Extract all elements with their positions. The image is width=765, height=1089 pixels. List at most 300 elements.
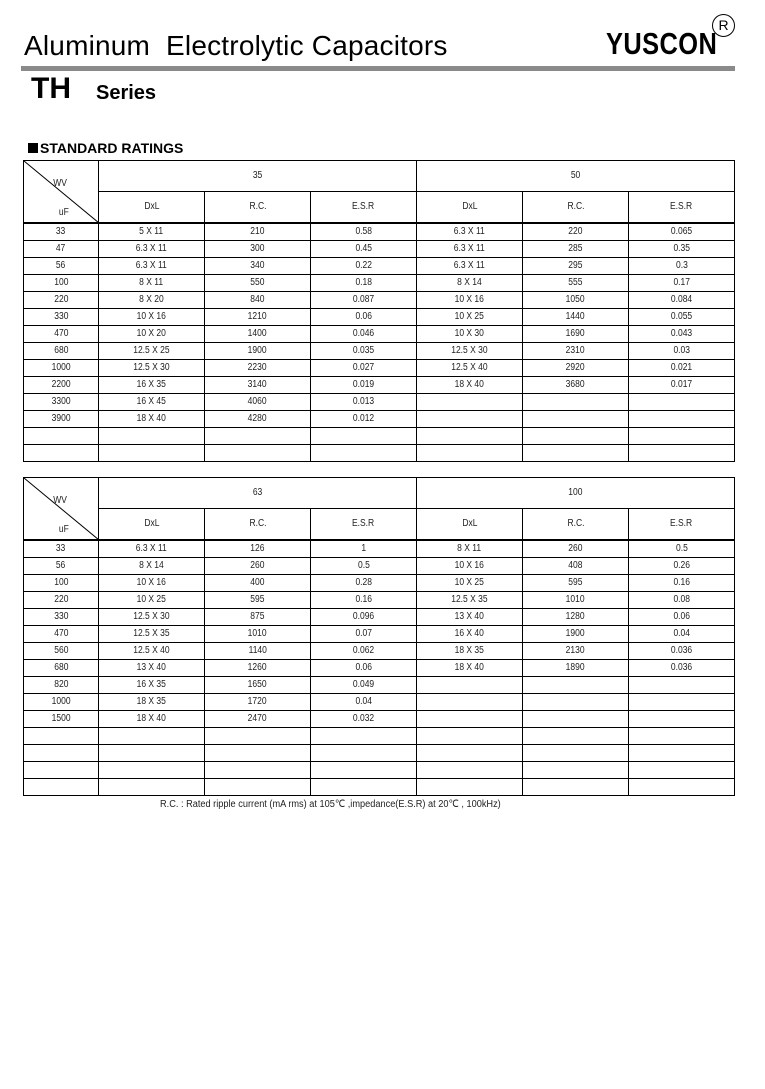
- table-cell: [99, 540, 205, 558]
- cell-value: 16 X 40: [454, 628, 485, 639]
- cell-value: 0.065: [670, 226, 693, 237]
- cell-value: 1400: [248, 328, 267, 339]
- cell-value: 0.043: [670, 328, 693, 339]
- cell-value: 0.032: [352, 713, 375, 724]
- cell-value: 126: [250, 543, 265, 554]
- table-cell: [99, 411, 205, 428]
- table-cell: [99, 592, 205, 609]
- column-header-label: DxL: [143, 518, 160, 529]
- cell-value: 16 X 35: [136, 679, 167, 690]
- table-cell: [311, 411, 417, 428]
- capacitance-cell: [24, 575, 99, 592]
- table-cell: [417, 360, 523, 377]
- table-cell: [629, 258, 735, 275]
- capacitance-cell: [24, 643, 99, 660]
- table-cell: [311, 575, 417, 592]
- table-cell: [99, 694, 205, 711]
- table-cell: [523, 575, 629, 592]
- column-header-cell: [417, 192, 523, 224]
- table-cell: [311, 609, 417, 626]
- cell-value: 0.22: [355, 260, 372, 271]
- table-cell: [523, 558, 629, 575]
- cell-value: 47: [56, 243, 66, 254]
- column-header-cell: [99, 192, 205, 224]
- cell-value: 0.087: [352, 294, 375, 305]
- table-cell: [417, 660, 523, 677]
- column-header-label: R.C.: [249, 201, 266, 212]
- cell-value: 820: [53, 679, 69, 690]
- column-header-cell: [629, 509, 735, 541]
- cell-value: 1010: [566, 594, 585, 605]
- table-cell: [205, 711, 311, 728]
- cell-value: 2470: [248, 713, 267, 724]
- table-cell: [311, 592, 417, 609]
- table-cell: [311, 643, 417, 660]
- table-cell: [417, 711, 523, 728]
- cell-value: 840: [250, 294, 265, 305]
- table-cell: [523, 762, 629, 779]
- table-cell: [523, 428, 629, 445]
- cell-value: 1280: [566, 611, 585, 622]
- table-cell: [523, 677, 629, 694]
- table-row: [24, 360, 735, 377]
- voltage-header-cell: [417, 478, 735, 509]
- table-cell: [417, 428, 523, 445]
- table-cell: [99, 394, 205, 411]
- table-cell: [205, 309, 311, 326]
- ratings-table-2: [23, 477, 735, 796]
- column-header-cell: [311, 192, 417, 224]
- column-header-label: R.C.: [249, 518, 266, 529]
- cell-value: 3140: [248, 379, 267, 390]
- table-cell: [629, 445, 735, 462]
- table-cell: [99, 292, 205, 309]
- cell-value: 10 X 16: [136, 311, 167, 322]
- table-cell: [99, 326, 205, 343]
- cell-value: 18 X 35: [136, 696, 167, 707]
- cell-value: 3300: [51, 396, 71, 407]
- table-cell: [523, 779, 629, 796]
- table-cell: [205, 626, 311, 643]
- cell-value: 5 X 11: [139, 226, 164, 237]
- cell-value: 2230: [248, 362, 267, 373]
- cell-value: 18 X 40: [454, 662, 485, 673]
- cell-value: 16 X 45: [136, 396, 167, 407]
- table-cell: [311, 223, 417, 241]
- cell-value: 8 X 14: [139, 560, 164, 571]
- cell-value: 12.5 X 25: [133, 345, 170, 356]
- table-row: [24, 540, 735, 558]
- table-cell: [417, 745, 523, 762]
- capacitance-cell: [24, 728, 99, 745]
- table-cell: [523, 626, 629, 643]
- capacitance-cell: [24, 292, 99, 309]
- table-cell: [205, 745, 311, 762]
- cell-value: 2130: [566, 645, 585, 656]
- square-bullet-icon: [28, 143, 38, 153]
- table-cell: [311, 377, 417, 394]
- table-row: [24, 343, 735, 360]
- cell-value: 1690: [566, 328, 585, 339]
- cell-value: 1260: [248, 662, 267, 673]
- cell-value: 1010: [248, 628, 267, 639]
- cell-value: 220: [568, 226, 583, 237]
- cell-value: 4280: [248, 413, 267, 424]
- table-cell: [629, 394, 735, 411]
- table-cell: [311, 343, 417, 360]
- table-cell: [417, 575, 523, 592]
- table-row: [24, 326, 735, 343]
- table-cell: [523, 258, 629, 275]
- table-cell: [417, 275, 523, 292]
- capacitance-cell: [24, 377, 99, 394]
- table-cell: [205, 241, 311, 258]
- cell-value: 12.5 X 30: [451, 345, 488, 356]
- column-header-label: E.S.R: [352, 201, 375, 212]
- cell-value: 0.28: [355, 577, 372, 588]
- cell-value: 8 X 14: [457, 277, 482, 288]
- cell-value: 10 X 25: [454, 311, 485, 322]
- series-code: TH: [31, 72, 71, 105]
- column-header-label: R.C.: [567, 201, 584, 212]
- table-cell: [523, 660, 629, 677]
- brand-logo: YUSCON: [606, 26, 718, 61]
- table-cell: [629, 377, 735, 394]
- table-cell: [523, 592, 629, 609]
- voltage-header-cell: [417, 161, 735, 192]
- table-cell: [205, 360, 311, 377]
- table-cell: [99, 711, 205, 728]
- table-cell: [99, 626, 205, 643]
- table-cell: [417, 292, 523, 309]
- table-cell: [99, 309, 205, 326]
- capacitance-cell: [24, 558, 99, 575]
- cell-value: 0.17: [673, 277, 690, 288]
- uf-label: uF: [58, 524, 69, 535]
- cell-value: 6.3 X 11: [453, 260, 486, 271]
- table-cell: [629, 241, 735, 258]
- cell-value: 560: [53, 645, 69, 656]
- column-header-cell: [205, 509, 311, 541]
- table-row: [24, 558, 735, 575]
- cell-value: 330: [53, 311, 69, 322]
- cell-value: 0.04: [355, 696, 372, 707]
- registered-trademark-icon: R: [712, 14, 735, 37]
- table-cell: [99, 575, 205, 592]
- column-header-label: DxL: [143, 201, 160, 212]
- table-cell: [99, 609, 205, 626]
- cell-value: 0.035: [352, 345, 375, 356]
- table-row: [24, 377, 735, 394]
- table-cell: [629, 626, 735, 643]
- cell-value: 0.5: [357, 560, 370, 571]
- capacitance-cell: [24, 411, 99, 428]
- voltage-value: 100: [568, 487, 583, 498]
- column-header-cell: [629, 192, 735, 224]
- cell-value: 0.027: [352, 362, 375, 373]
- cell-value: 10 X 16: [136, 577, 167, 588]
- cell-value: 0.18: [355, 277, 372, 288]
- cell-value: 0.06: [355, 662, 372, 673]
- cell-value: 3900: [51, 413, 71, 424]
- section-heading: [28, 140, 183, 156]
- table-cell: [523, 728, 629, 745]
- cell-value: 295: [568, 260, 583, 271]
- table-cell: [523, 609, 629, 626]
- table-cell: [629, 609, 735, 626]
- table-cell: [417, 309, 523, 326]
- cell-value: 10 X 25: [454, 577, 485, 588]
- cell-value: 470: [53, 628, 69, 639]
- cell-value: 0.036: [670, 662, 693, 673]
- capacitance-cell: [24, 360, 99, 377]
- table-cell: [205, 292, 311, 309]
- cell-value: 4060: [248, 396, 267, 407]
- table-cell: [99, 377, 205, 394]
- table-cell: [417, 241, 523, 258]
- cell-value: 18 X 35: [454, 645, 485, 656]
- table-cell: [205, 694, 311, 711]
- table-cell: [205, 779, 311, 796]
- table-cell: [99, 643, 205, 660]
- table-cell: [629, 592, 735, 609]
- capacitance-cell: [24, 626, 99, 643]
- column-header-cell: [523, 509, 629, 541]
- table-cell: [417, 592, 523, 609]
- table-row: [24, 643, 735, 660]
- table-cell: [523, 377, 629, 394]
- cell-value: 875: [250, 611, 265, 622]
- cell-value: 0.16: [673, 577, 690, 588]
- table-cell: [417, 643, 523, 660]
- table-cell: [417, 694, 523, 711]
- cell-value: 400: [250, 577, 265, 588]
- cell-value: 0.019: [352, 379, 375, 390]
- table-row: [24, 258, 735, 275]
- table-cell: [523, 445, 629, 462]
- capacitance-cell: [24, 428, 99, 445]
- table-cell: [523, 411, 629, 428]
- ratings-table-1: [23, 160, 735, 462]
- cell-value: 0.04: [673, 628, 690, 639]
- table-cell: [523, 694, 629, 711]
- table-cell: [205, 343, 311, 360]
- table-cell: [205, 326, 311, 343]
- column-header-label: DxL: [461, 518, 478, 529]
- table-cell: [523, 326, 629, 343]
- cell-value: 12.5 X 40: [133, 645, 170, 656]
- cell-value: 1440: [566, 311, 585, 322]
- cell-value: 0.046: [352, 328, 375, 339]
- cell-value: 12.5 X 35: [133, 628, 170, 639]
- capacitance-cell: [24, 694, 99, 711]
- wv-label: WV: [53, 495, 67, 506]
- cell-value: 2920: [566, 362, 585, 373]
- table-cell: [629, 540, 735, 558]
- cell-value: 408: [568, 560, 583, 571]
- table-cell: [99, 779, 205, 796]
- table-cell: [311, 241, 417, 258]
- cell-value: 285: [568, 243, 583, 254]
- table-cell: [205, 258, 311, 275]
- cell-value: 1500: [51, 713, 71, 724]
- table-cell: [417, 258, 523, 275]
- cell-value: 260: [250, 560, 265, 571]
- table-cell: [311, 292, 417, 309]
- cell-value: 3680: [566, 379, 585, 390]
- cell-value: 0.07: [355, 628, 372, 639]
- cell-value: 6.3 X 11: [135, 243, 168, 254]
- column-header-label: E.S.R: [670, 201, 693, 212]
- cell-value: 0.096: [352, 611, 375, 622]
- table-cell: [629, 643, 735, 660]
- table-row: [24, 745, 735, 762]
- cell-value: 0.16: [355, 594, 372, 605]
- table-row: [24, 728, 735, 745]
- capacitance-cell: [24, 745, 99, 762]
- wv-uf-corner-cell: [24, 478, 99, 541]
- table-row: [24, 626, 735, 643]
- table-cell: [99, 258, 205, 275]
- table-cell: [99, 558, 205, 575]
- cell-value: 0.013: [352, 396, 375, 407]
- capacitance-cell: [24, 394, 99, 411]
- table-cell: [205, 377, 311, 394]
- table-cell: [417, 377, 523, 394]
- cell-value: 2200: [51, 379, 71, 390]
- capacitance-cell: [24, 445, 99, 462]
- table-cell: [205, 660, 311, 677]
- cell-value: 0.03: [673, 345, 690, 356]
- table-cell: [629, 762, 735, 779]
- table-cell: [311, 309, 417, 326]
- series-label: Series: [96, 82, 157, 104]
- table-cell: [99, 223, 205, 241]
- table-row: [24, 660, 735, 677]
- table-cell: [629, 711, 735, 728]
- cell-value: 0.3: [675, 260, 688, 271]
- table-cell: [629, 779, 735, 796]
- cell-value: 0.084: [670, 294, 693, 305]
- cell-value: 6.3 X 11: [453, 243, 486, 254]
- table-cell: [311, 326, 417, 343]
- table-cell: [523, 343, 629, 360]
- table-cell: [311, 626, 417, 643]
- table-cell: [523, 309, 629, 326]
- capacitance-cell: [24, 309, 99, 326]
- cell-value: 555: [568, 277, 583, 288]
- cell-value: 0.35: [673, 243, 690, 254]
- table-cell: [311, 779, 417, 796]
- cell-value: 8 X 11: [139, 277, 164, 288]
- table-cell: [417, 558, 523, 575]
- wv-label: WV: [53, 178, 67, 189]
- cell-value: 330: [53, 611, 69, 622]
- capacitance-cell: [24, 711, 99, 728]
- table-cell: [523, 292, 629, 309]
- cell-value: 100: [53, 577, 69, 588]
- table-cell: [205, 445, 311, 462]
- table-cell: [205, 592, 311, 609]
- cell-value: 0.58: [355, 226, 372, 237]
- cell-value: 18 X 40: [136, 713, 167, 724]
- table-cell: [311, 275, 417, 292]
- column-header-cell: [523, 192, 629, 224]
- table-row: [24, 428, 735, 445]
- table-cell: [417, 445, 523, 462]
- capacitance-cell: [24, 592, 99, 609]
- column-header-label: DxL: [461, 201, 478, 212]
- cell-value: 10 X 16: [454, 294, 485, 305]
- table-cell: [417, 223, 523, 241]
- table-cell: [99, 275, 205, 292]
- cell-value: 1890: [566, 662, 585, 673]
- table-row: [24, 711, 735, 728]
- table-cell: [523, 275, 629, 292]
- cell-value: 550: [250, 277, 265, 288]
- table-cell: [311, 660, 417, 677]
- cell-value: 0.26: [673, 560, 690, 571]
- table-cell: [629, 745, 735, 762]
- table-cell: [629, 223, 735, 241]
- table-cell: [99, 728, 205, 745]
- capacitance-cell: [24, 343, 99, 360]
- cell-value: 12.5 X 35: [451, 594, 488, 605]
- cell-value: 8 X 20: [139, 294, 164, 305]
- table-row: [24, 241, 735, 258]
- column-header-cell: [99, 509, 205, 541]
- table-cell: [99, 745, 205, 762]
- table-cell: [99, 762, 205, 779]
- table-cell: [205, 428, 311, 445]
- table-cell: [99, 360, 205, 377]
- table-cell: [417, 728, 523, 745]
- table-cell: [99, 428, 205, 445]
- table-cell: [629, 558, 735, 575]
- table-cell: [629, 275, 735, 292]
- cell-value: 1140: [248, 645, 267, 656]
- cell-value: 16 X 35: [136, 379, 167, 390]
- table-cell: [417, 677, 523, 694]
- table-cell: [205, 540, 311, 558]
- cell-value: 13 X 40: [136, 662, 167, 673]
- capacitance-cell: [24, 677, 99, 694]
- cell-value: 220: [53, 594, 69, 605]
- cell-value: 1050: [566, 294, 585, 305]
- capacitance-cell: [24, 660, 99, 677]
- table-cell: [417, 326, 523, 343]
- column-header-label: E.S.R: [352, 518, 375, 529]
- column-header-row: [24, 509, 735, 541]
- cell-value: 10 X 30: [454, 328, 485, 339]
- table-cell: [417, 540, 523, 558]
- cell-value: 6.3 X 11: [135, 260, 168, 271]
- cell-value: 33: [56, 226, 66, 237]
- voltage-value: 50: [570, 170, 581, 181]
- table-row: [24, 411, 735, 428]
- table-cell: [205, 394, 311, 411]
- table-cell: [629, 326, 735, 343]
- cell-value: 1000: [51, 362, 71, 373]
- table-cell: [417, 762, 523, 779]
- cell-value: 1000: [51, 696, 71, 707]
- cell-value: 0.036: [670, 645, 693, 656]
- column-header-label: E.S.R: [670, 518, 693, 529]
- table-row: [24, 223, 735, 241]
- uf-label: uF: [58, 207, 69, 218]
- cell-value: 1: [361, 543, 366, 554]
- table-cell: [523, 360, 629, 377]
